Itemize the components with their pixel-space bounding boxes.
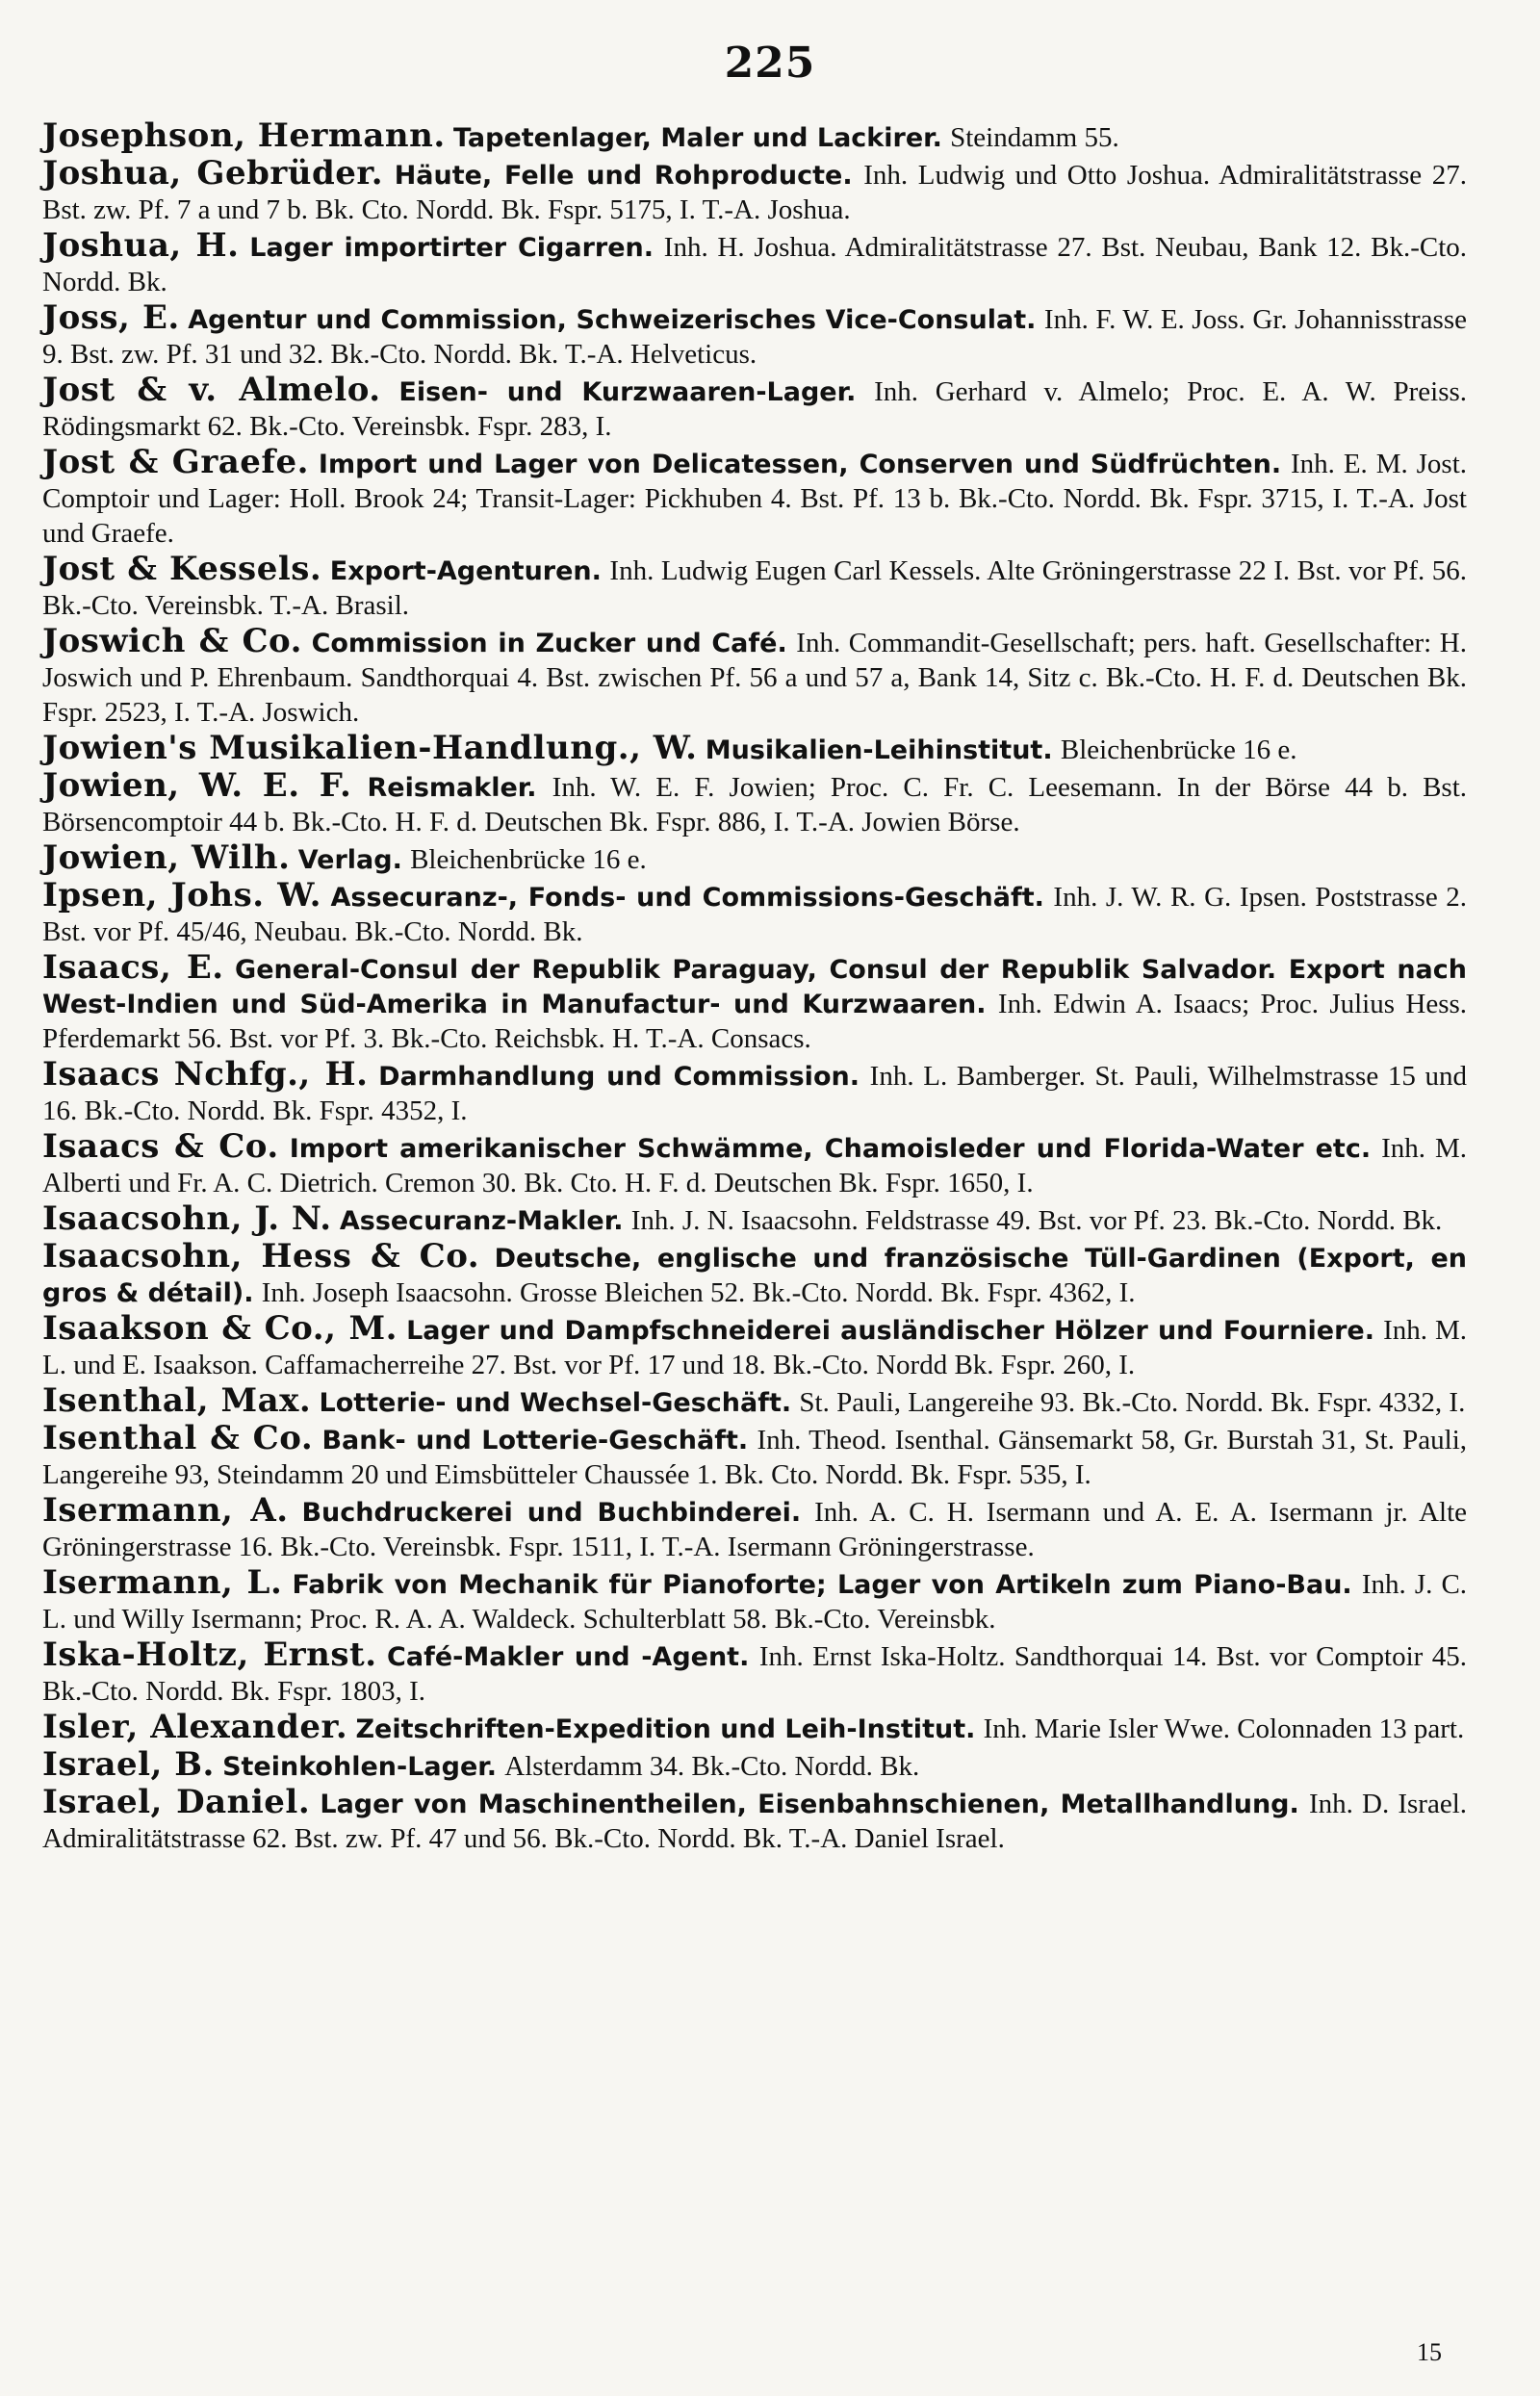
firm-details: Inh. J. N. Isaacsohn. Feldstrasse 49. Bst. vor Pf. 23. Bk.-Cto. Nordd. Bk. [630,1205,1443,1236]
business-type: Tapetenlager, Maler und Lackirer. [452,123,942,153]
directory-entry [42,226,1468,300]
firm-details: Inh. Commandit-Gesellschaft; pers. haft. Gesellschafter: H. Joswich und P. Ehrenbaum. Sandthorquai 4. Bst. zwischen Pf. 56 a und 57 a, Bank 14, Sitz c. Bk.-Cto. H. F. d. Deutschen Bk. Fspr. 2523, I. T.-A. Joswich. [42,628,1467,728]
business-type: Lager und Dampfschneiderei ausländischer Hölzer und Fourniere. [406,1316,1375,1346]
business-type: Import und Lager von Delicatessen, Conserven und Südfrüchten. [318,450,1282,479]
business-type: Steinkohlen-Lager. [222,1752,497,1782]
directory-entry [42,729,1467,768]
directory-entry [42,1638,1467,1710]
directory-entry [42,1708,1467,1747]
business-type: Assecuranz-Makler. [339,1206,624,1236]
firm-name: Israel, B. [42,1745,215,1784]
firm-name: Isaacsohn, J. N. [42,1199,332,1238]
firm-details: Inh. W. E. F. Jowien; Proc. C. Fr. C. Leesemann. In der Börse 44 b. Bst. Börsencomptoir 44 b. Bk.-Cto. H. F. d. Deutschen Bk. Fspr. 886, I. T.-A. Jowien Börse. [42,772,1468,837]
business-type: Commission in Zucker und Café. [311,629,787,658]
firm-name: Isermann, L. [42,1563,283,1602]
directory-entry [42,1127,1467,1201]
firm-details: Inh. Edwin A. Isaacs; Proc. Julius Hess. Pferdemarkt 56. Bst. vor Pf. 3. Bk.-Cto. Reichsbk. H. T.-A. Consacs. [42,989,1468,1054]
directory-entry [42,766,1468,840]
business-type: Bank- und Lotterie-Geschäft. [321,1426,749,1456]
firm-details: Bleichenbrücke 16 e. [1060,734,1297,765]
firm-details: Inh. Theod. Isenthal. Gänsemarkt 58, Gr. Burstah 31, St. Pauli, Langereihe 93, Steindamm 20 und Eimsbütteler Chaussée 1. Bk. Cto. Nordd. Bk. Fspr. 535, I. [42,1425,1468,1490]
directory-entries [42,116,1468,1858]
directory-entry [42,1745,1467,1785]
firm-details: Inh. Ernst Iska-Holtz. Sandthorquai 14. Bst. vor Comptoir 45. Bk.-Cto. Nordd. Bk. Fspr. 1803, I. [42,1641,1468,1707]
firm-name: Joshua, H. [42,226,240,265]
firm-details: Steindamm 55. [950,122,1119,153]
sheet-signature-mark: 15 [1417,2338,1442,2366]
business-type: Import amerikanischer Schwämme, Chamoisleder und Florida-Water etc. [289,1134,1372,1164]
firm-details: Inh. F. W. E. Joss. Gr. Johannisstrasse 9. Bst. zw. Pf. 31 und 32. Bk.-Cto. Nordd. Bk. T.-A. Helveticus. [42,304,1467,370]
firm-name: Isenthal & Co. [42,1419,314,1457]
business-type: Darmhandlung und Commission. [378,1062,860,1092]
business-type: Verlag. [297,845,402,875]
business-type: General-Consul der Republik Paraguay, Consul der Republik Salvador. Export nach West-Indien und Süd-Amerika in Manufactur- und Kurzwaaren. [42,955,1467,1019]
firm-name: Isermann, A. [42,1491,289,1530]
firm-name: Iska-Holtz, Ernst. [42,1636,377,1674]
directory-entry [42,1237,1468,1311]
business-type: Lotterie- und Wechsel-Geschäft. [319,1388,792,1418]
business-type: Deutsche, englische und französische Tüll-Gardinen (Export, en gros & détail). [42,1244,1468,1308]
firm-details: Inh. H. Joshua. Admiralitätstrasse 27. Bst. Neubau, Bank 12. Bk.-Cto. Nordd. Bk. [42,232,1468,297]
directory-entry [42,948,1468,1057]
firm-details: Inh. A. C. H. Isermann und A. E. A. Isermann jr. Alte Gröningerstrasse 16. Bk.-Cto. Vereinsbk. Fspr. 1511, I. T.-A. Isermann Gröningerstrasse. [42,1497,1467,1562]
directory-entry [42,1783,1468,1857]
firm-name: Israel, Daniel. [42,1783,311,1821]
directory-entry [42,622,1467,731]
firm-details: Inh. Ludwig und Otto Joshua. Admiralitätstrasse 27. Bst. zw. Pf. 7 a und 7 b. Bk. Cto. Nordd. Bk. Fspr. 5175, I. T.-A. Joshua. [42,160,1468,225]
firm-details: Inh. D. Israel. Admiralitätstrasse 62. Bst. zw. Pf. 47 und 56. Bk.-Cto. Nordd. Bk. T.-A. Daniel Israel. [42,1789,1468,1854]
business-type: Eisen- und Kurzwaaren-Lager. [398,377,857,407]
firm-details: Inh. Ludwig Eugen Carl Kessels. Alte Gröningerstrasse 22 I. Bst. vor Pf. 56. Bk.-Cto. Vereinsbk. T.-A. Brasil. [42,555,1467,621]
firm-details: Inh. M. Alberti und Fr. A. C. Dietrich. Cremon 30. Bk. Cto. H. F. d. Deutschen Bk. Fspr. 1650, I. [42,1133,1467,1198]
firm-name: Jost & Graefe. [42,443,309,481]
directory-entry [42,1563,1468,1637]
firm-details: Inh. E. M. Jost. Comptoir und Lager: Holl. Brook 24; Transit-Lager: Pickhuben 4. Bst. Pf. 13 b. Bk.-Cto. Nordd. Bk. Fspr. 3715, I. T.-A. Jost und Graefe. [42,449,1468,549]
firm-name: Isaakson & Co., M. [42,1309,398,1348]
directory-entry [42,1491,1467,1565]
firm-name: Isenthal, Max. [42,1381,312,1420]
directory-entry [42,1055,1468,1129]
firm-name: Ipsen, Johs. W. [42,876,321,915]
firm-details: Inh. M. L. und E. Isaakson. Caffamacherreihe 27. Bst. vor Pf. 17 und 18. Bk.-Cto. Nordd Bk. Fspr. 260, I. [42,1315,1468,1380]
firm-name: Joshua, Gebrüder. [42,154,384,193]
firm-details: Inh. Marie Isler Wwe. Colonnaden 13 part. [983,1713,1465,1744]
business-type: Zeitschriften-Expedition und Leih-Institut. [355,1714,976,1744]
directory-entry [42,1309,1468,1383]
firm-name: Joswich & Co. [42,622,302,660]
directory-entry [42,1381,1467,1421]
business-type: Lager importirter Cigarren. [249,233,654,263]
page-number: 225 [724,39,816,88]
firm-name: Joss, E. [42,298,180,337]
business-type: Lager von Maschinentheilen, Eisenbahnschienen, Metallhandlung. [320,1790,1299,1819]
firm-details: Inh. J. W. R. G. Ipsen. Poststrasse 2. Bst. vor Pf. 45/46, Neubau. Bk.-Cto. Nordd. Bk. [42,882,1468,947]
firm-details: Inh. Gerhard v. Almelo; Proc. E. A. W. Preiss. Rödingsmarkt 62. Bk.-Cto. Vereinsbk. Fspr. 283, I. [42,376,1468,442]
firm-name: Isler, Alexander. [42,1708,348,1746]
firm-name: Isaacs Nchfg., H. [42,1055,369,1094]
firm-details: Inh. J. C. L. und Willy Isermann; Proc. R. A. A. Waldeck. Schulterblatt 58. Bk.-Cto. Vereinsbk. [42,1569,1468,1635]
business-type: Assecuranz-, Fonds- und Commissions-Geschäft. [330,883,1044,913]
directory-entry [42,838,1467,878]
firm-name: Isaacsohn, Hess & Co. [42,1237,480,1275]
firm-details: Bleichenbrücke 16 e. [410,844,647,875]
directory-entry [42,371,1468,445]
firm-name: Isaacs, E. [42,948,224,987]
firm-name: Jost & v. Almelo. [42,371,381,409]
firm-details: Alsterdamm 34. Bk.-Cto. Nordd. Bk. [504,1751,920,1782]
firm-name: Josephson, Hermann. [42,116,446,155]
directory-entry [42,154,1468,228]
business-type: Häute, Felle und Rohproducte. [394,161,853,191]
firm-name: Jowien, Wilh. [42,838,291,877]
business-type: Export-Agenturen. [329,556,602,586]
firm-name: Jowien's Musikalien-Handlung., W. [42,729,698,767]
business-type: Musikalien-Leihinstitut. [705,735,1053,765]
firm-name: Jowien, W. E. F. [42,766,352,805]
directory-entry [42,298,1467,373]
firm-name: Isaacs & Co. [42,1127,279,1166]
directory-entry [42,1199,1467,1239]
directory-entry [42,1419,1468,1493]
directory-entry [42,116,1467,156]
firm-details: St. Pauli, Langereihe 93. Bk.-Cto. Nordd. Bk. Fspr. 4332, I. [799,1387,1466,1418]
business-type: Buchdruckerei und Buchbinderei. [301,1498,802,1528]
firm-details: Inh. Joseph Isaacsohn. Grosse Bleichen 52. Bk.-Cto. Nordd. Bk. Fspr. 4362, I. [261,1277,1136,1308]
firm-name: Jost & Kessels. [42,550,322,588]
directory-entry [42,443,1468,552]
directory-entry [42,876,1468,950]
directory-entry [42,550,1467,624]
business-type: Café-Makler und -Agent. [387,1642,750,1672]
business-type: Agentur und Commission, Schweizerisches Vice-Consulat. [188,305,1037,335]
business-type: Fabrik von Mechanik für Pianoforte; Lager von Artikeln zum Piano-Bau. [292,1570,1352,1600]
firm-details: Inh. L. Bamberger. St. Pauli, Wilhelmstrasse 15 und 16. Bk.-Cto. Nordd. Bk. Fspr. 4352, I. [42,1061,1468,1126]
business-type: Reismakler. [367,773,537,803]
